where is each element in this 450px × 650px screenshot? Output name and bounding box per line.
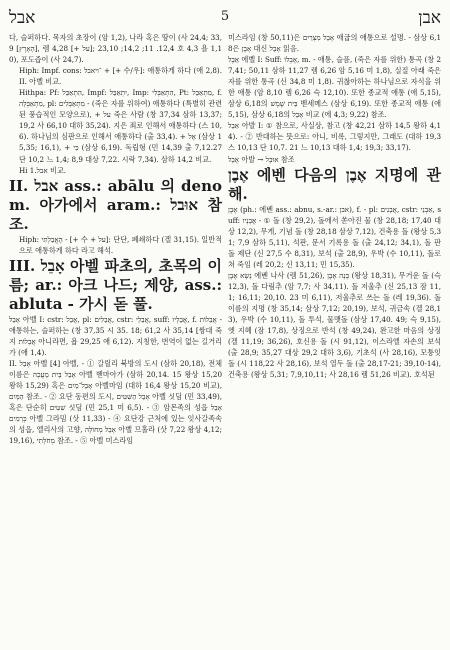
header-left-headword: אבל — [9, 8, 36, 28]
page-header — [9, 6, 441, 32]
entry-headword: אֶבֶן 에벤 다음의 אֶבֶן 지명에 관해. — [228, 165, 442, 203]
entry-paragraph: II. אָבֵל 아벨 [4] 아벨, - ① 갈릴리 북방의 도시 (삼하 20,18), 전체 이름은 אָבֵל בֵּית מַעֲכָה 아벨 벧마아가 (삼하 20,14. 15 왕상 15,20 왕하 15,29) 혹은 אָבֵל־מַיִם 아벨마임 (대하 16,4 왕상 15,20 비교), הַמָּיִם 참조. - ② 요단 동편의 도시, אָבֵל הַשִּׁטִּים 아벨 싯딤 (민 33,49), 혹은 단순히 שִׁטִּים 싯딤 (민 25,1 미 6,5). - ③ 암몬족의 성읍 אָבֵל כְּרָמִים 아벨 그라밈 (삿 11,33) - ④ 요단강 근처에 있는 잇사갈족속의 성읍, 엘리사의 고향, אָבֵל מְחוֹלָה 아벨 므홀라 (삿 7,22 왕상 4,12; 19,16), מְחֹלָתִי 참조. - ⑤ 아벨 미스라임 — [9, 358, 223, 446]
entry-paragraph: אֻבָל 아발 → אוּבָל 참조 — [228, 154, 295, 164]
entry-paragraph: נָשָׂא אֶבֶן 에벤 나사 (렘 51,26), בָּנָה אֶבֶן (왕상 18,31), 무거운 돌 (슥 12,3), 돌 다림추 (암 7,7; 사 34,11). 돌 저울추 (신 25,13 잠 11,1; 16,11; 20,10. 23 미 6,11), 저울추로 쓰는 돌 (레 19,36). 돌 이름의 지명 (창 35,14; 삼상 7,12; 20,19), 보석, 귀금속 (겔 28,13), 우박 (수 10,11), 돌 투석, 물맷돌 (삼상 17,40. 49; 슥 9,15), 엣 지혜 (잠 17,8), 상징으로 반석 (창 49,24), 완고한 마음의 상징 (겔 11,19; 36,26), 호신용 돌 (시 91,12), 이스라엘 자손의 보석 (출 28,9; 35,27 대상 29,2 대하 3,6), 기초석 (사 28,16), 모퉁잇돌 (시 118,22 사 28,16), 보석 열두 돌 (출 28,17-21; 39,10-14), 건축용 (왕상 5,31; 7,9,10,11; 사 28,16 렘 51,26 비교). 호석된 — [228, 270, 441, 380]
entry-headword: III. אָבֵל 아벨 파초의, 초목의 이름; ar.: 아크 나드; 제양, ass.: abluta - 가시 돋 풀. — [9, 256, 222, 313]
entry-paragraph: אֵבֶל 에벨 I: Suff: אֶבְלוֹ, m. - 애통, 슬픔, (죽은 자를 위한) 통곡 (창 27,41; 50,11 삼하 11,27 렘 6,26 암 5,16 미 1,8), 실질 아래 죽은 자를 위한 통곡 (신 34,8 미 1,8). 귀찮아하는 하나님으로 자식을 위한 애통 (암 8,10 렘 6,26 슥 12,10). 또한 종교적 애통 (애 5,15), 삼상 6,18의 בֵּית שֶׁמֶשׁ 벧세메스 (삼상 6,19). 또한 종교적 애통 (애 5,15), 삼상 6,18의 אָבֵל 비교 (에 4,3; 9,22) 참조. — [228, 55, 441, 120]
right-column — [228, 32, 441, 446]
header-right-headword: אבן — [418, 8, 441, 28]
entry-paragraph: Hithpa: Pf: הִתְאַבֵּל, Impf: יִתְאַבֵּל, Imp: הִתְאַבְּלִי, Pt: מִתְאַבֵּל, f. מִתְאַבְּלָה, pl: מִתְאַבְּלִים - (죽은 자를 위하여) 애통하다 (특별히 관련된 풍습적인 모양으로), + על 죽은 사람 (창 37,34 삼하 13,37; 19,2 사 66,10 대하 35,24). 지은 죄로 인해서 애통하다 (스 10,6). 하나님의 심판으로 인해서 애통하다 (출 33,4). + אֶל (삼상 15,35; 16,1), + כִּי (삼상 6,19). 독립형 (민 14,39 출 7,12.27 단 10,2 느 1,4; 8,9 대상 7,22. 시락 7,34). 삼하 14,2 비교. — [19, 88, 222, 164]
entry-paragraph: אַבַל 아발 I: ① 참으로, 사실상, 참고 (창 42,21 삼하 14,5 왕하 4,14). - ② 반대하는 뜻으로: 아니, 비록, 그렇지만, 그래도 (대하 19,3 스 10,13 단 10,7. 21 느 10,13 대하 1,4; 19,3; 33,17). — [228, 121, 441, 153]
entry-paragraph: Hiph: הֶאֱבַלְתִּי - [+ 수 + על]: 단단, 폐쇄하다 (겔 31,15). 일반적으로 애통하게 하다 라고 해석. — [19, 234, 222, 255]
entry-paragraph: 미스라임 (창 50,11)은 אָבֵל מִצְרַיִם 애굽의 애통으로 설명. - 삼상 6,18은 אָבֶן 대신 אָבֵל 읽음. — [228, 33, 441, 54]
entry-paragraph: 다, 슬퍼하다. 목자의 초장이 (암 1,2), 나라 혹은 땅이 (사 24,4; 33,9 [הָאָרֶץ], 렘 4,28 [+ על]; 12,4. 11; 14,2; 23,10 호 4,3 욜 1,10), 포도즙이 (사 24,7). — [9, 33, 222, 65]
entry-paragraph: Hiph: Impf. cons: ־ויאבל + [+ 수/우]: 애통하게 하다 (애 2,8). II. 아벨 비교. — [19, 66, 222, 87]
entry-paragraph: Hi 1.אבל 비교. — [19, 165, 67, 175]
entry-headword: II. אבל ass.: abālu 의 denom. 아가에서 aram.: אוּבל 참조. — [9, 176, 222, 233]
page-number: 5 — [220, 9, 230, 24]
entry-paragraph: אָבֵל 아벨 I: cstr: אֲבֵל, pl: אֲבֵלִים, cstr: אֲבֵלֵי, suff: אֲבֵלָיו, f. אֲבֵלוֹת - 애통하는, 슬퍼하는 (창 37,35 시 35. 18; 61,2 사 35,14 [쌍대 죽지 אֲבֵלוֹת 아니라면, 욥 29,25 애 6,12). 지칭한, 번역이 없는 길거리가 (애 1,4). — [9, 314, 222, 357]
left-column — [9, 32, 222, 446]
entry-paragraph: אֶבֶן (ph.: 에벤 ass.: abnu, s.-ar.: אבן), f. - pl: אֲבָנִים, cstr: אַבְנֵי, suff: אֲבָנָיו - ① 돌 (창 29,2), 돌에서 쏟아진 물 (창 28,18; 17,40 대상 12,2), 무게, 기념 돌 (창 28,18 삼상 7,12), 건축용 돌 (왕상 5,31; 7,9 삼하 5,11), 석판, 문서 기록용 돌 (출 24,12; 34,1), 돌 판 돌 제단 (신 27,5 수 8,31), 보석 (출 28,9), 우박 (수 10,11), 돌로 쳐 죽임 (레 20,2; 신 13,11; 민 15,35). — [228, 204, 441, 269]
